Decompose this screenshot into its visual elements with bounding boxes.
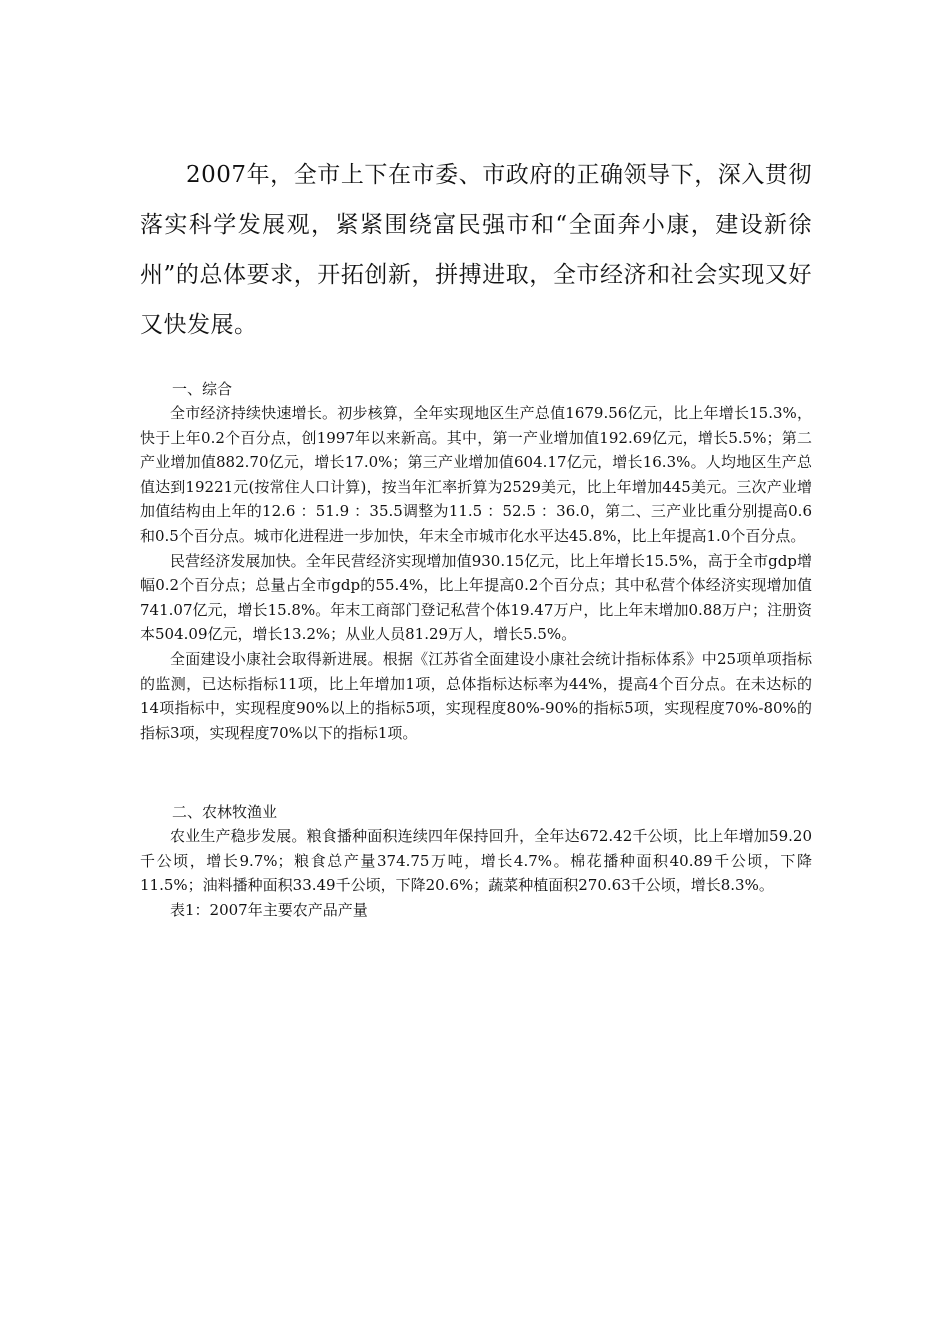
paragraph-private-economy: 民营经济发展加快。全年民营经济实现增加值930.15亿元，比上年增长15.5%，高于全市gdp增幅0.2个百分点；总量占全市gdp的55.4%，比上年提高0.2个百分点；其中私营个体经济实现增加值741.07亿元，增长15.8%。年末工商部门登记私营个体19.47万户，比上年末增加0.88万户；注册资本504.09亿元，增长13.2%；从业人员81.29万人，增长5.5%。 xyxy=(140,551,812,644)
paragraph-xiaokang-progress: 全面建设小康社会取得新进展。根据《江苏省全面建设小康社会统计指标体系》中25项单项指标的监测，已达标指标11项，比上年增加1项，总体指标达标率为44%，提高4个百分点。在未达标的14项指标中，实现程度90%以上的指标5项，实现程度80%-90%的指标5项，实现程度70%-80%的指标3项，实现程度70%以下的指标1项。 xyxy=(140,649,812,742)
paragraph-economic-growth: 全市经济持续快速增长。初步核算，全年实现地区生产总值1679.56亿元，比上年增长15.3%，快于上年0.2个百分点，创1997年以来新高。其中，第一产业增加值192.69亿元，增长5.5%；第二产业增加值882.70亿元，增长17.0%；第三产业增加值604.17亿元，增长16.3%。人均地区生产总值达到19221元(按常住人口计算)，按当年汇率折算为2529美元，比上年增加445美元。三次产业增加值结构由上年的12.6 ：51.9 ：35.5调整为11.5 ：52.5 ：36.0，第二、三产业比重分别提高0.6和0.5个百分点。城市化进程进一步加快，年末全市城市化水平达45.8%，比上年提高1.0个百分点。 xyxy=(140,404,812,545)
section-body-agriculture xyxy=(140,824,812,922)
section-heading-agriculture: 二、农林牧渔业 xyxy=(172,803,278,821)
paragraph-agriculture-production: 农业生产稳步发展。粮食播种面积连续四年保持回升，全年达672.42千公顷，比上年增加59.20千公顷，增长9.7%；粮食总产量374.75万吨，增长4.7%。棉花播种面积40.89千公顷，下降11.5%；油料播种面积33.49千公顷，下降20.6%；蔬菜种植面积270.63千公顷，增长8.3%。 xyxy=(140,827,812,895)
section-heading-overview: 一、综合 xyxy=(172,380,233,398)
intro-paragraph: 2007年，全市上下在市委、市政府的正确领导下，深入贯彻落实科学发展观，紧紧围绕富民强市和“全面奔小康，建设新徐州”的总体要求，开拓创新，拼搏进取，全市经济和社会实现又好又快发展。 xyxy=(140,162,812,338)
table-caption: 表1：2007年主要农产品产量 xyxy=(170,900,368,919)
section-body-overview xyxy=(140,401,812,745)
